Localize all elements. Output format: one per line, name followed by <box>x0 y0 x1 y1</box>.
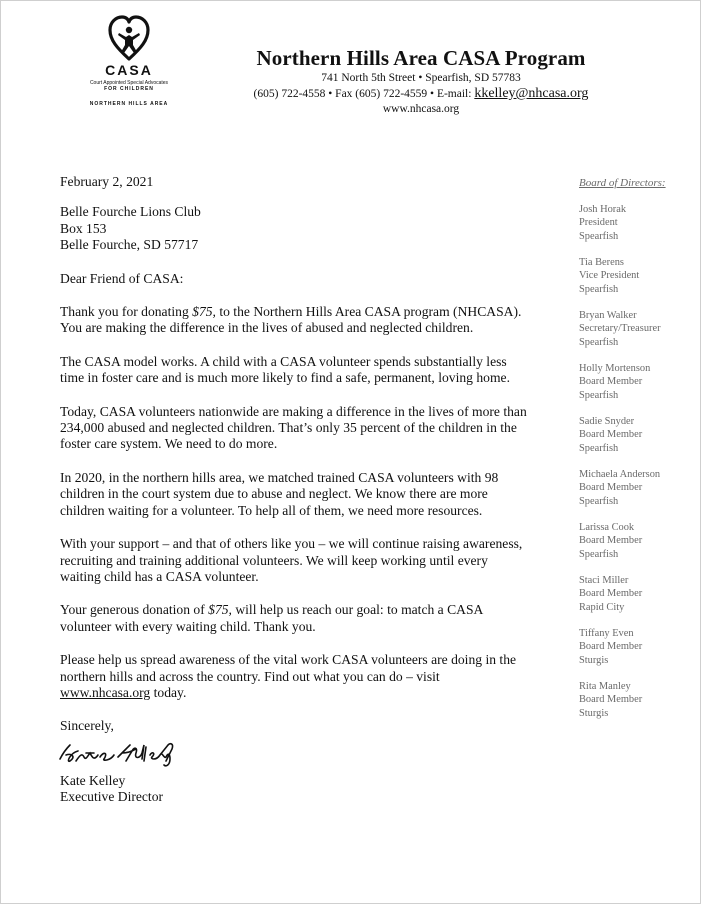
member-role: Board Member <box>579 535 643 547</box>
paragraph-nationwide: Today, CASA volunteers nationwide are making a difference in the lives of more than 234,000 abused and neglected children. That’s only 35 percent of the children in the foster care system. We need to do more. <box>60 403 527 452</box>
website-link[interactable]: www.nhcasa.org <box>60 684 151 700</box>
logo-tagline: Court Appointed Special Advocates <box>89 80 169 86</box>
member-role: Board Member <box>579 482 643 494</box>
board-title: Board of Directors: <box>579 177 666 189</box>
member-city: Sturgis <box>579 654 609 666</box>
member-city: Spearfish <box>579 548 619 560</box>
member-name: Michaela Anderson <box>579 469 661 481</box>
member-name: Bryan Walker <box>579 310 637 322</box>
text-run: Please help us spread awareness of the vital work CASA volunteers are doing in the northern hills and across the country. Find out what you can do – visit <box>60 652 517 684</box>
donation-amount: $75, <box>208 602 232 618</box>
board-member <box>579 309 697 349</box>
org-email-link[interactable]: kkelley@nhcasa.org <box>474 86 589 101</box>
member-role: Board Member <box>579 429 643 441</box>
member-city: Spearfish <box>579 442 619 454</box>
member-name: Rita Manley <box>579 681 631 693</box>
closing: Sincerely, <box>60 718 114 734</box>
casa-logo <box>75 15 183 107</box>
member-role: Board Member <box>579 641 643 653</box>
logo-wordmark: CASA <box>105 62 153 78</box>
member-name: Tia Berens <box>579 257 624 269</box>
heart-figure-icon <box>107 15 151 61</box>
text-run: today. <box>150 684 187 700</box>
member-name: Staci Miller <box>579 575 629 587</box>
member-name: Sadie Snyder <box>579 416 635 428</box>
member-role: Board Member <box>579 588 643 600</box>
signer-name: Kate Kelley <box>60 772 126 788</box>
text-run: will help us reach our goal: to match a CASA volunteer with every waiting child. Thank you. <box>60 602 483 634</box>
org-contact <box>231 86 611 102</box>
paragraph-support: With your support – and that of others like you – we will continue raising awareness, recruiting and training additional volunteers. We will keep working until every waiting child has a CASA volunteer. <box>60 536 523 584</box>
paragraph-donation <box>60 602 530 635</box>
member-name: Larissa Cook <box>579 522 635 534</box>
letterhead <box>231 45 611 117</box>
letter-date: February 2, 2021 <box>60 174 154 189</box>
member-role: Board Member <box>579 376 643 388</box>
recipient-address <box>60 204 530 253</box>
member-city: Spearfish <box>579 495 619 507</box>
member-city: Rapid City <box>579 601 625 613</box>
paragraph-awareness <box>60 652 530 701</box>
member-city: Spearfish <box>579 389 619 401</box>
recipient-line: Belle Fourche Lions Club <box>60 204 201 220</box>
paragraph-2020: In 2020, in the northern hills area, we matched trained CASA volunteers with 98 children in the court system due to abuse and neglect. We know there are more children waiting for a volunteer. To help all of them, we need more resources. <box>60 469 499 518</box>
text-run: to the Northern Hills Area CASA program (NHCASA). You are making the difference in the lives of abused and neglected children. <box>60 304 522 336</box>
paragraph-thanks <box>60 304 530 337</box>
board-of-directors <box>579 177 697 733</box>
org-address: 741 North 5th Street • Spearfish, SD 57783 <box>321 72 521 84</box>
board-member <box>579 574 697 614</box>
donation-amount: $75, <box>192 304 216 320</box>
recipient-line: Box 153 <box>60 220 107 236</box>
signature-text: Kate Kelley <box>56 738 61 740</box>
member-name: Josh Horak <box>579 204 627 216</box>
org-phone-fax: (605) 722-4558 • Fax (605) 722-4559 • E-mail: <box>253 88 475 100</box>
handwritten-signature <box>56 739 192 769</box>
board-member <box>579 680 697 720</box>
member-city: Spearfish <box>579 230 619 242</box>
member-role: Board Member <box>579 694 643 706</box>
board-member <box>579 362 697 402</box>
member-city: Spearfish <box>579 336 619 348</box>
logo-tagline-2: FOR CHILDREN <box>104 86 154 92</box>
org-website: www.nhcasa.org <box>382 103 460 115</box>
signer-title: Executive Director <box>60 789 164 805</box>
member-role: Secretary/Treasurer <box>579 323 661 335</box>
recipient-line: Belle Fourche, SD 57717 <box>60 237 199 253</box>
letter-body <box>56 174 530 806</box>
board-member <box>579 203 697 243</box>
board-member <box>579 256 697 296</box>
org-name: Northern Hills Area CASA Program <box>256 46 586 70</box>
member-name: Holly Mortenson <box>579 363 651 375</box>
signer-block <box>60 773 530 806</box>
text-run: Your generous donation of <box>60 602 209 618</box>
paragraph-model: The CASA model works. A child with a CASA volunteer spends substantially less time in foster care and is much more likely to find a safe, permanent, loving home. <box>60 353 510 386</box>
board-member <box>579 468 697 508</box>
logo-region: NORTHERN HILLS AREA <box>89 101 169 107</box>
text-run: Thank you for donating <box>60 304 193 320</box>
member-city: Sturgis <box>579 707 609 719</box>
board-member <box>579 415 697 455</box>
member-city: Spearfish <box>579 283 619 295</box>
member-role: President <box>579 217 618 229</box>
board-member <box>579 521 697 561</box>
salutation: Dear Friend of CASA: <box>60 270 184 286</box>
member-name: Tiffany Even <box>579 628 634 640</box>
member-role: Vice President <box>579 270 640 282</box>
board-member <box>579 627 697 667</box>
